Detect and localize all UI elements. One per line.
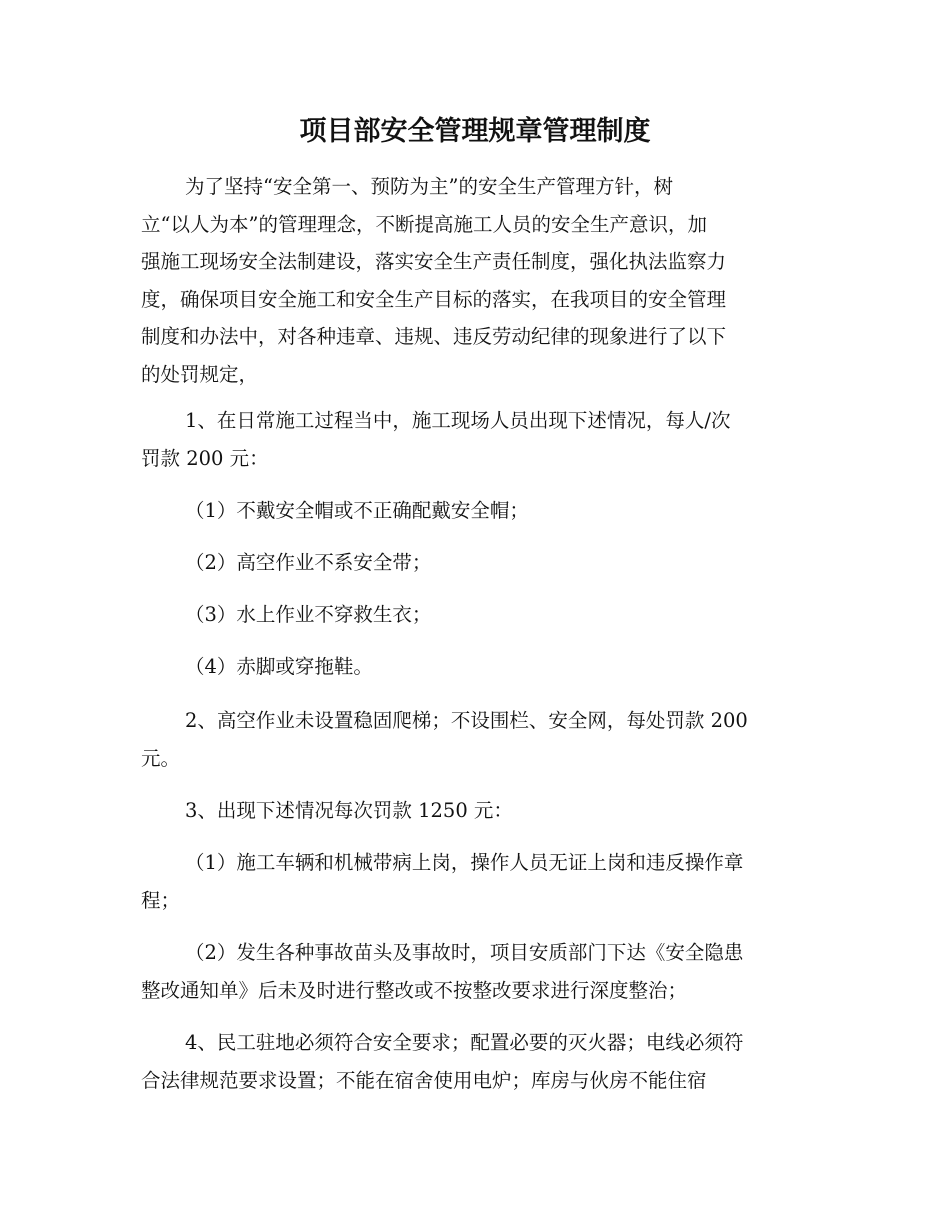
sub-item-text: （1）不戴安全帽或不正确配戴安全帽；	[185, 499, 529, 522]
rule-item-1	[141, 402, 801, 477]
rule-item-2-line: 2、高空作业未设置稳固爬梯；不设围栏、安全网，每处罚款 200	[185, 709, 748, 732]
sub-item-text: （2）高空作业不系安全带；	[185, 551, 432, 574]
rule-item-2-line: 元。	[141, 746, 181, 770]
rule-item-1-line: 罚款 200 元：	[141, 446, 269, 470]
intro-paragraph	[141, 168, 801, 393]
rule-item-1-sub-2	[141, 544, 801, 582]
intro-line: 为了坚持“安全第一、预防为主”的安全生产管理方针，树	[185, 175, 673, 198]
rule-item-3-line: 3、出现下述情况每次罚款 1250 元：	[185, 799, 513, 822]
document-title: 项目部安全管理规章管理制度	[299, 116, 651, 147]
rule-item-4-line: 合法律规范要求设置；不能在宿舍使用电炉；库房与伙房不能住宿	[141, 1068, 707, 1092]
intro-line: 的处罚规定，	[141, 362, 259, 386]
rule-item-4	[141, 1024, 801, 1099]
intro-line: 度，确保项目安全施工和安全生产目标的落实，在我项目的安全管理	[141, 287, 727, 311]
rule-item-3-sub-1	[141, 844, 801, 919]
sub-item-text: （3）水上作业不穿救生衣；	[185, 603, 432, 626]
sub-item-text: （4）赤脚或穿拖鞋。	[185, 655, 373, 678]
rule-item-3	[141, 792, 801, 830]
sub-item-text: 整改通知单》后未及时进行整改或不按整改要求进行深度整治；	[141, 978, 688, 1002]
rule-item-3-sub-2	[141, 934, 801, 1009]
rule-item-2	[141, 702, 801, 777]
rule-item-1-sub-1	[141, 492, 801, 530]
rule-item-1-line: 1、在日常施工过程当中，施工现场人员出现下述情况，每人/次	[185, 409, 731, 432]
sub-item-text: 程；	[141, 888, 181, 912]
sub-item-text: （1）施工车辆和机械带病上岗，操作人员无证上岗和违反操作章	[185, 851, 744, 874]
rule-item-1-sub-4	[141, 648, 801, 686]
intro-line: 强施工现场安全法制建设，落实安全生产责任制度，强化执法监察力	[141, 250, 727, 273]
rule-item-1-sub-3	[141, 596, 801, 634]
rule-item-4-line: 4、民工驻地必须符合安全要求；配置必要的灭火器；电线必须符	[185, 1031, 744, 1054]
sub-item-text: （2）发生各种事故苗头及事故时，项目安质部门下达《安全隐患	[185, 941, 744, 964]
intro-line: 制度和办法中，对各种违章、违规、违反劳动纪律的现象进行了以下	[141, 325, 727, 348]
intro-line: 立“以人为本”的管理理念，不断提高施工人员的安全生产意识，加	[141, 212, 707, 236]
